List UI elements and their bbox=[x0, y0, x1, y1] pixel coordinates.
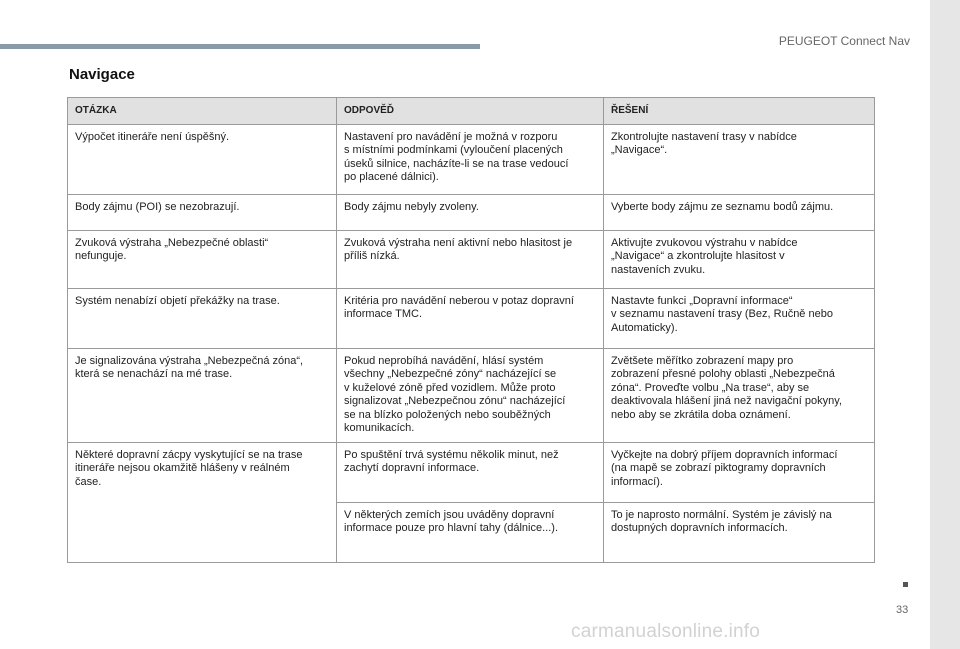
text-line: informace TMC. bbox=[344, 308, 423, 320]
answer-cell bbox=[337, 288, 604, 348]
text-line: V některých zemích jsou uváděny dopravní bbox=[344, 508, 555, 521]
solution-cell bbox=[604, 124, 875, 194]
text-line: zóna“. Proveďte volbu „Na trase“, aby se bbox=[611, 381, 810, 394]
page-marker-square bbox=[903, 582, 908, 587]
text-line: se na blízko položených nebo souběžných bbox=[344, 408, 551, 421]
answer-cell bbox=[337, 348, 604, 442]
text-line: „Navigace“. bbox=[611, 144, 668, 156]
text-line: Výpočet itineráře není úspěšný. bbox=[75, 130, 230, 143]
page-number: 33 bbox=[896, 604, 909, 616]
text-line: zachytí dopravní informace. bbox=[344, 462, 480, 474]
text-line: To je naprosto normální. Systém je závislý na bbox=[611, 508, 832, 521]
text-line: Body zájmu nebyly zvoleny. bbox=[344, 200, 479, 213]
text-line: informace pouze pro hlavní tahy (dálnice...). bbox=[344, 522, 559, 534]
text-line: po placené dálnici). bbox=[344, 171, 439, 183]
troubleshooting-table bbox=[67, 97, 875, 563]
column-header-answer: ODPOVĚĎ bbox=[337, 98, 604, 125]
text-line: Vyberte body zájmu ze seznamu bodů zájmu. bbox=[611, 200, 834, 213]
table-row bbox=[68, 194, 875, 230]
text-line: Body zájmu (POI) se nezobrazují. bbox=[75, 200, 240, 213]
text-line: Nastavte funkci „Dopravní informace“ bbox=[611, 294, 793, 307]
text-line: Automaticky). bbox=[611, 321, 678, 334]
question-cell bbox=[68, 442, 337, 562]
text-line: Je signalizována výstraha „Nebezpečná zóna“, bbox=[75, 354, 304, 367]
question-cell bbox=[68, 230, 337, 288]
solution-cell bbox=[604, 288, 875, 348]
table-row bbox=[68, 230, 875, 288]
answer-cell bbox=[337, 124, 604, 194]
solution-cell bbox=[604, 348, 875, 442]
answer-cell bbox=[337, 194, 604, 230]
table-row bbox=[68, 124, 875, 194]
text-line: Nastavení pro navádění je možná v rozporu bbox=[344, 130, 558, 143]
text-line: Některé dopravní zácpy vyskytující se na trase bbox=[75, 448, 303, 461]
table-row bbox=[68, 348, 875, 442]
text-line: itineráře nejsou okamžitě hlášeny v reálném bbox=[75, 462, 290, 474]
brand-header: PEUGEOT Connect Nav bbox=[778, 34, 910, 48]
text-line: „Navigace“ a zkontrolujte hlasitost v bbox=[611, 250, 785, 262]
answer-cell bbox=[337, 442, 604, 502]
text-line: Systém nenabízí objetí překážky na trase. bbox=[75, 294, 280, 307]
text-line: informací). bbox=[611, 475, 663, 488]
text-line: příliš nízká. bbox=[344, 250, 400, 262]
solution-cell bbox=[604, 442, 875, 502]
text-line: úseků silnice, nacházíte-li se na trase vedoucí bbox=[344, 157, 569, 170]
text-line: nebo aby se zkrátila doba oznámení. bbox=[611, 408, 791, 421]
text-line: Pokud neprobíhá navádění, hlásí systém bbox=[344, 354, 544, 367]
text-line: v kuželové zóně před vozidlem. Může proto bbox=[344, 381, 556, 394]
question-cell bbox=[68, 194, 337, 230]
text-line: která se nenachází na mé trase. bbox=[75, 368, 233, 380]
table-row bbox=[68, 442, 875, 502]
text-line: nefunguje. bbox=[75, 250, 127, 262]
column-header-question: OTÁZKA bbox=[68, 98, 337, 125]
text-line: komunikacích. bbox=[344, 422, 415, 434]
text-line: Zkontrolujte nastavení trasy v nabídce bbox=[611, 130, 797, 143]
text-line: signalizovat „Nebezpečnou zónu“ nacházející bbox=[344, 395, 566, 407]
text-line: Po spuštění trvá systému několik minut, než bbox=[344, 448, 559, 461]
text-line: Zvuková výstraha není aktivní nebo hlasitost je bbox=[344, 236, 573, 249]
text-line: zobrazení přesné polohy oblasti „Nebezpečná bbox=[611, 368, 835, 380]
answer-cell bbox=[337, 230, 604, 288]
text-line: Kritéria pro navádění neberou v potaz dopravní bbox=[344, 294, 574, 307]
text-line: v seznamu nastavení trasy (Bez, Ručně nebo bbox=[611, 308, 833, 320]
text-line: Zvuková výstraha „Nebezpečné oblasti“ bbox=[75, 236, 269, 249]
section-title: Navigace bbox=[69, 66, 135, 83]
answer-cell bbox=[337, 502, 604, 562]
watermark: carmanualsonline.info bbox=[571, 621, 761, 642]
text-line: (na mapě se zobrazí piktogramy dopravních bbox=[611, 462, 826, 474]
column-header-solution: ŘEŠENÍ bbox=[604, 98, 875, 125]
text-line: deaktivovala hlášení jiná než navigační pokyny, bbox=[611, 395, 842, 407]
question-cell bbox=[68, 124, 337, 194]
text-line: Aktivujte zvukovou výstrahu v nabídce bbox=[611, 236, 798, 249]
table-row bbox=[68, 288, 875, 348]
solution-cell bbox=[604, 230, 875, 288]
solution-cell bbox=[604, 194, 875, 230]
text-line: Vyčkejte na dobrý příjem dopravních informací bbox=[611, 448, 838, 461]
table-header-row bbox=[68, 98, 875, 125]
text-line: dostupných dopravních informacích. bbox=[611, 522, 788, 534]
text-line: Zvětšete měřítko zobrazení mapy pro bbox=[611, 354, 794, 367]
question-cell bbox=[68, 348, 337, 442]
text-line: všechny „Nebezpečné zóny“ nacházející se bbox=[344, 368, 557, 380]
right-margin-strip bbox=[930, 0, 960, 649]
text-line: s místními podmínkami (vyloučení placených bbox=[344, 144, 563, 156]
text-line: nastaveních zvuku. bbox=[611, 263, 706, 276]
header-rule bbox=[0, 44, 480, 49]
text-line: čase. bbox=[75, 475, 102, 488]
solution-cell bbox=[604, 502, 875, 562]
question-cell bbox=[68, 288, 337, 348]
